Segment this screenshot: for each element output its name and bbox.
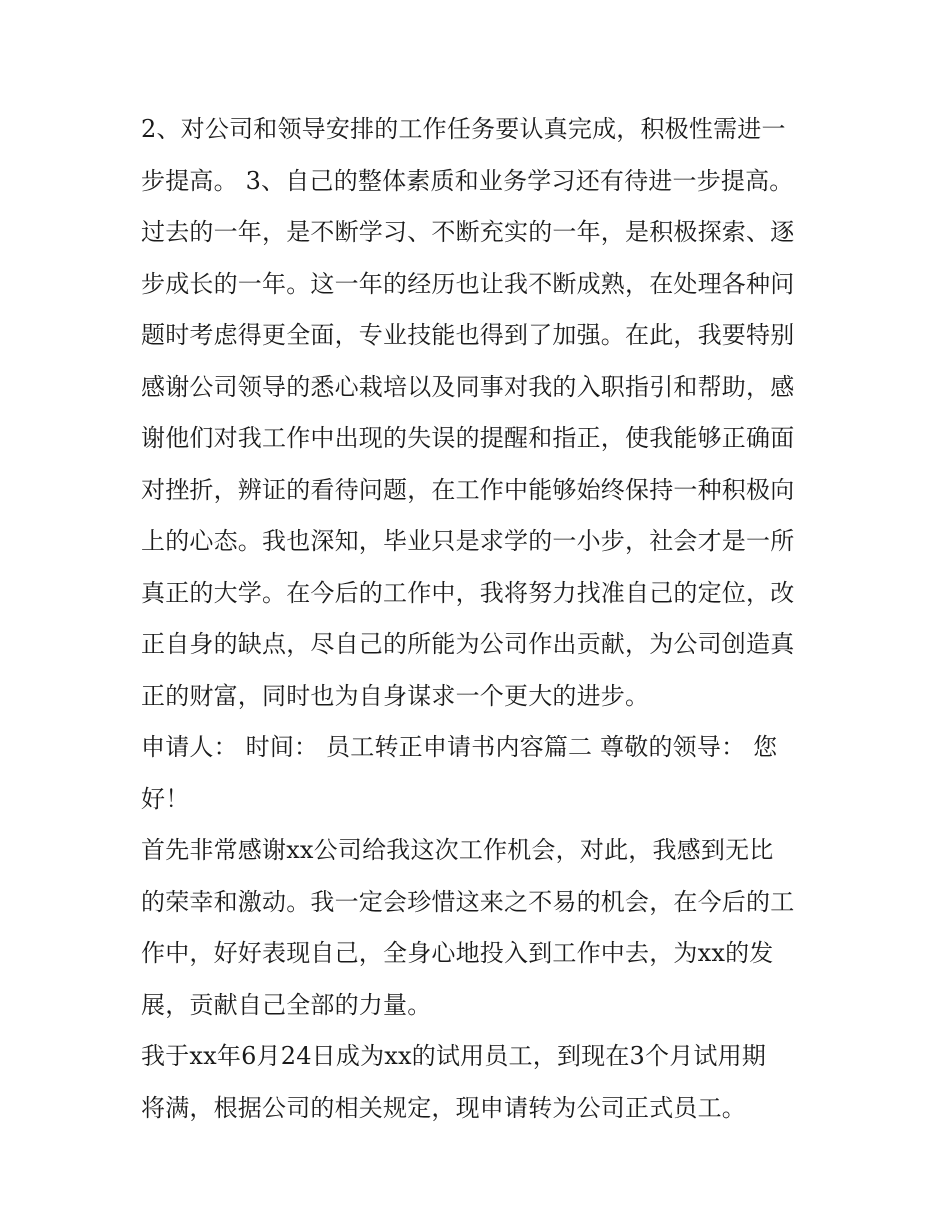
text-line: 正的财富，同时也为自身谋求一个更大的进步。	[141, 681, 650, 710]
text-line: 首先非常感谢xx公司给我这次工作机会，对此，我感到无比	[141, 836, 774, 864]
text-line: 步成长的一年。这一年的经历也让我不断成熟，在处理各种问	[141, 269, 795, 298]
text-line: 对挫折，辨证的看待问题，在工作中能够始终保持一种积极向	[141, 475, 795, 504]
text-line: 步提高。 3、自己的整体素质和业务学习还有待进一步提高。	[141, 166, 794, 195]
text-line: 的荣幸和激动。我一定会珍惜这来之不易的机会，在今后的工	[141, 887, 795, 916]
text-line: 题时考虑得更全面，专业技能也得到了加强。在此，我要特别	[141, 321, 795, 349]
text-line: 好！	[141, 784, 190, 813]
text-line: 正自身的缺点，尽自己的所能为公司作出贡献，为公司创造真	[141, 630, 795, 658]
text-line: 作中，好好表现自己，全身心地投入到工作中去，为xx的发	[141, 939, 774, 967]
text-line: 谢他们对我工作中出现的失误的提醒和指正，使我能够正确面	[141, 424, 795, 452]
text-line: 感谢公司领导的悉心栽培以及同事对我的入职指引和帮助，感	[141, 372, 795, 401]
text-line: 真正的大学。在今后的工作中，我将努力找准自己的定位，改	[141, 578, 795, 607]
text-line: 将满，根据公司的相关规定，现申请转为公司正式员工。	[141, 1093, 746, 1122]
text-line: 我于xx年6月24日成为xx的试用员工，到现在3个月试用期	[141, 1042, 767, 1070]
document-body	[141, 104, 821, 1134]
text-line: 上的心态。我也深知，毕业只是求学的一小步，社会才是一所	[141, 527, 795, 555]
text-line: 申请人： 时间： 员工转正申请书内容篇二 尊敬的领导： 您	[141, 733, 778, 761]
text-line: 过去的一年，是不断学习、不断充实的一年，是积极探索、逐	[141, 218, 795, 246]
text-line: 展，贡献自己全部的力量。	[141, 990, 432, 1019]
text-line: 2、对公司和领导安排的工作任务要认真完成，积极性需进一	[141, 115, 786, 143]
